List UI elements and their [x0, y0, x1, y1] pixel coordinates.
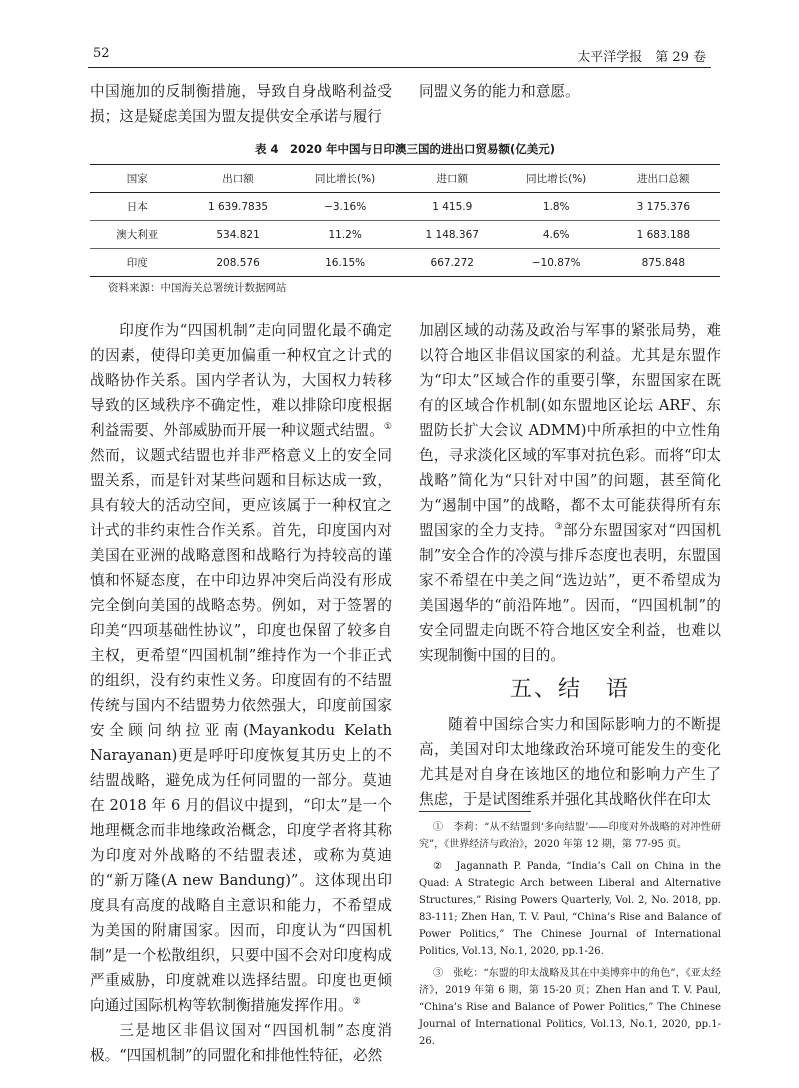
paragraph-text: 部分东盟国家对“四国机制”安全合作的冷漠与排斥态度也表明，东盟国家不希望在中美之间“选边站”，更不希望成为美国遏华的“前沿阵地”。因而，“四国机制”的安全同盟走向既不符合地区安全利益，也难以实现制衡中国的目的。	[419, 522, 721, 664]
paragraph: 同盟义务的能力和意愿。	[419, 83, 580, 100]
table-cell: 1.8%	[542, 200, 570, 213]
right-column-body	[419, 318, 721, 668]
paragraph-text: 印度作为“四国机制”走向同盟化最不确定的因素，使得印美更加偏重一种权宜之计式的战略协作关系。国内学者认为，大国权力转移导致的区域秩序不确定性，难以排除印度根据利益需要、外部威胁而开展一种议题式结盟。	[90, 322, 392, 439]
footnote: ② Jagannath P. Panda, “India’s Call on China in the Quad: A Strategic Arch between Liberal and Alternative Structures,” Rising Powers Quarterly, Vol. 2, No. 2018, pp. 83-111; Zhen Han, T. V. Paul, “China’s Rise and Balance of Power Politics,” The Chinese Journal of International Politics, Vol.13, No.1, 2020, pp.1-26.	[419, 861, 721, 957]
table-cell: 1 148.367	[425, 228, 479, 241]
table-row	[90, 249, 720, 277]
table-cell: 日本	[126, 201, 148, 213]
column-header: 同比增长(%)	[315, 173, 376, 185]
table-cell: −3.16%	[324, 200, 367, 213]
footnote-ref[interactable]: ②	[352, 997, 361, 1008]
footnotes	[419, 819, 721, 1055]
table-cell: 1 415.9	[432, 200, 473, 213]
paragraph: 三是地区非倡议国对“四国机制”态度消极。“四国机制”的同盟化和排他性特征，必然	[90, 1022, 392, 1064]
table-cell: 16.15%	[325, 256, 366, 269]
column-header: 进口额	[436, 173, 468, 185]
column-header: 同比增长(%)	[526, 173, 587, 185]
trade-table	[90, 164, 720, 277]
footnote-rule	[419, 811, 531, 812]
column-header: 进出口总额	[637, 173, 690, 185]
footnote-ref[interactable]: ③	[554, 522, 563, 533]
table-cell: 875.848	[641, 256, 685, 269]
table-cell: 11.2%	[328, 228, 362, 241]
paragraph-text: 加剧区域的动荡及政治与军事的紧张局势，难以符合地区非倡议国家的利益。尤其是东盟作为“印太”区域合作的重要引擎，东盟国家在既有的区域合作机制(如东盟地区论坛 ARF、东盟防长扩大会议 ADMM)中所承担的中立性角色，寻求淡化区域的军事对抗色彩。而将“印太战略”简化为“只针对中国”的问题，甚至简化为“遏制中国”的战略，都不太可能获得所有东盟国家的全力支持。	[419, 322, 721, 539]
running-header: 太平洋学报 第 29 卷	[577, 50, 706, 65]
right-column-top	[419, 79, 721, 104]
header-rule	[88, 67, 711, 68]
footnote: ① 李莉：“从不结盟到‘多向结盟’——印度对外战略的对冲性研究”，《世界经济与政治》，2020 年第 12 期，第 77-95 页。	[419, 822, 721, 850]
table-cell: 4.6%	[542, 228, 570, 241]
section-heading: 五、结 语	[509, 677, 630, 702]
table-row	[90, 193, 720, 221]
right-column-conclusion	[419, 712, 721, 812]
table-cell: 208.576	[216, 256, 260, 269]
table-cell: 534.821	[216, 228, 260, 241]
table-cell: −10.87%	[531, 256, 581, 269]
footnote: ③ 张屹：“东盟的印太战略及其在中美博弈中的角色”，《亚太经济》，2019 年第 6 期，第 15-20 页；Zhen Han and T. V. Paul, “China’s Rise and Balance of Power Politics,” The Chinese Journal of International Politics, Vol.13, No.1, 2020, pp.1-26.	[419, 968, 721, 1047]
paragraph-text: 然而，议题式结盟也并非严格意义上的安全同盟关系，而是针对某些问题和目标达成一致，具有较大的活动空间，更应该属于一种权宜之计式的非约束性合作关系。首先，印度国内对美国在亚洲的战略意图和战略行为持较高的谨慎和怀疑态度，在中印边界冲突后尚没有形成完全倒向美国的战略态势。例如，对于签署的印美“四项基础性协议”，印度也保留了较多自主权，更希望“四国机制”维持作为一个非正式的组织，没有约束性义务。印度固有的不结盟传统与国内不结盟势力依然强大，印度前国家安全顾问纳拉亚南(Mayankodu Kelath Narayanan)更是呼吁印度恢复其历史上的不结盟战略，避免成为任何同盟的一部分。莫迪在 2018 年 6 月的倡议中提到，“印太”是一个地理概念而非地缘政治概念，印度学者将其称为印度对外战略的不结盟表述，或称为莫迪的“新万隆(A new Bandung)”。这体现出印度具有高度的战略自主意识和能力，不希望成为美国的附庸国家。因而，印度认为“四国机制”是一个松散组织，只要中国不会对印度构成严重威胁，印度就难以选择结盟。印度也更倾向通过国际机构等软制衡措施发挥作用。	[90, 447, 392, 1014]
table-cell: 印度	[126, 257, 148, 269]
table-source-note: 资料来源：中国海关总署统计数据网站	[108, 282, 287, 294]
table-cell: 3 175.376	[636, 200, 691, 213]
table-cell: 澳大利亚	[116, 229, 159, 241]
table-row	[90, 221, 720, 249]
column-header: 国家	[126, 173, 148, 185]
table-cell: 667.272	[430, 256, 474, 269]
table-cell: 1 683.188	[636, 228, 691, 241]
left-column-top	[90, 79, 392, 129]
paragraph	[419, 318, 721, 668]
table-header-row	[90, 165, 720, 193]
page-number: 52	[93, 46, 110, 61]
table-cell: 1 639.7835	[207, 200, 269, 213]
paragraph	[90, 318, 392, 1018]
paragraph: 随着中国综合实力和国际影响力的不断提高，美国对印太地缘政治环境可能发生的变化尤其是对自身在该地区的地位和影响力产生了焦虑，于是试图维系并强化其战略伙伴在印太	[419, 716, 721, 808]
column-header: 出口额	[222, 173, 254, 185]
table-caption: 表 4 2020 年中国与日印澳三国的进出口贸易额(亿美元)	[254, 142, 556, 156]
left-column-body	[90, 318, 392, 1068]
footnote-ref[interactable]: ①	[383, 422, 392, 433]
paragraph: 中国施加的反制衡措施，导致自身战略利益受损；这是疑虑美国为盟友提供安全承诺与履行	[90, 83, 392, 125]
